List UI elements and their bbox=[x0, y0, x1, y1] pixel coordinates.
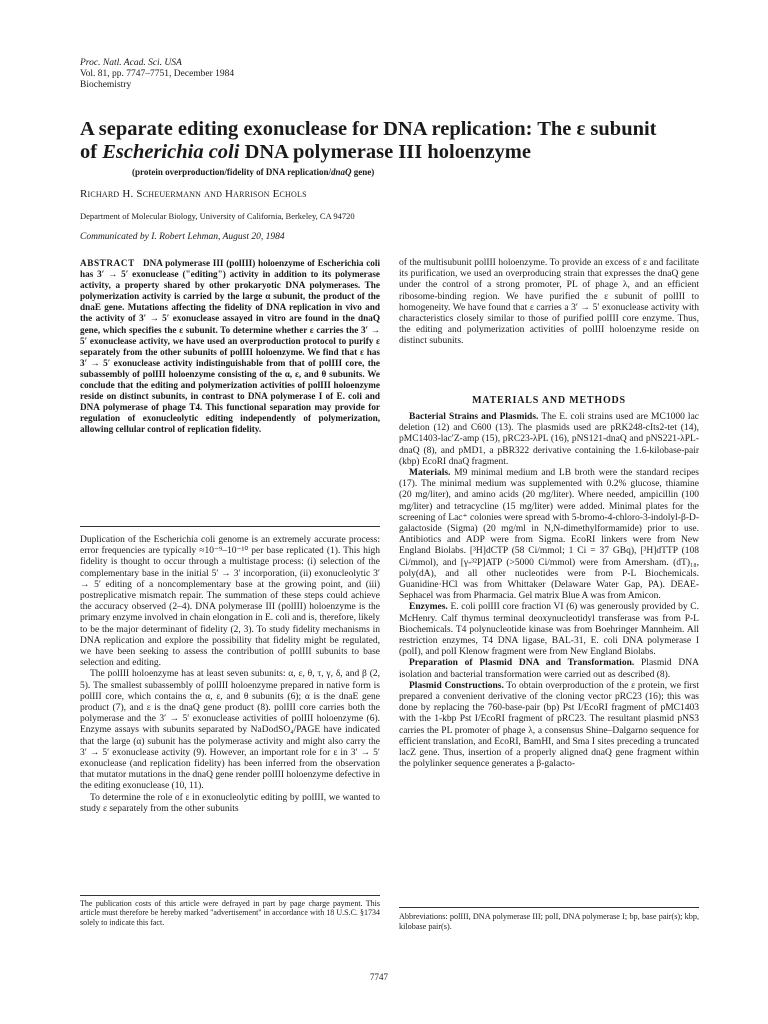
methods-paragraph-constructions bbox=[399, 681, 699, 771]
right-column-intro: of the multisubunit polIII holoenzyme. To provide an excess of ε and facilitate its purification, we used an overproducing strain that expresses the dnaQ gene under the control of a strong promoter, PL of phage λ, and an efficient ribosome-binding region. We have purified the ε subunit of polIII to homogeneity. We have found that ε carries a 3′ → 5′ exonuclease activity with characteristics closely similar to those of purified polIII core enzyme. Thus, the editing and polymerization activities of polIII holoenzyme reside on distinct subunits. bbox=[399, 258, 699, 347]
abstract-text: DNA polymerase III (polIII) holoenzyme of Escherichia coli has 3′ → 5′ exonuclease ("editing") activity in addition to its polymerase activity, a property shared by other prokaryotic DNA polymerases. The polymerization activity is carried by the large α subunit, the product of the dnaE gene. Mutations affecting the fidelity of DNA replication in vivo and the activity of 3′ → 5′ exonuclease assayed in vitro are found in the dnaQ gene, which specifies the ε subunit. To determine whether ε carries the 3′ → 5′ exonuclease activity, we have used an overproduction protocol to purify ε separately from the other subunits of polIII holoenzyme. We find that ε has 3′ → 5′ exonuclease activity indistinguishable from that of polIII core, the subassembly of polIII holoenzyme consisting of the α, ε, and θ subunits. We conclude that the editing and polymerization activities of polIII holoenzyme reside on distinct subunits, in contrast to DNA polymerase I of E. coli and DNA polymerase of phage T4. This functional separation may provide for regulation of exonucleolytic editing independently of polymerization, allowing cellular control of replication fidelity. bbox=[80, 258, 381, 435]
keywords-suffix: gene) bbox=[351, 167, 375, 177]
paper-title bbox=[80, 118, 700, 164]
methods-paragraph-strains bbox=[399, 412, 699, 468]
keywords-prefix: (protein overproduction/fidelity of DNA replication/ bbox=[132, 167, 331, 177]
abbreviations-footnote: Abbreviations: polIII, DNA polymerase III; polI, DNA polymerase I; bp, base pair(s); kbp, kilobase pair(s). bbox=[399, 912, 699, 931]
abstract bbox=[80, 258, 380, 436]
title-line-2-suffix: DNA polymerase III holoenzyme bbox=[239, 141, 531, 163]
author-affiliation: Department of Molecular Biology, University of California, Berkeley, CA 94720 bbox=[80, 211, 355, 221]
journal-section: Biochemistry bbox=[80, 80, 132, 90]
communicated-by: Communicated by I. Robert Lehman, August 20, 1984 bbox=[80, 232, 285, 242]
methods-strains-text: The E. coli strains used are MC1000 lac deletion (12) and C600 (13). The plasmids used are pRK248-cIts2-tet (14), pMC1403-lac′Z-amp (15), pRC23-λPL (16), pNS121-dnaQ and pNS221-λPL-dnaQ (8), and pMD1, a pBR322 derivative containing the 1.6-kilobase-pair (kbp) EcoRI dnaQ fragment. bbox=[399, 412, 699, 467]
methods-constructions-text: To obtain overproduction of the ε protein, we first prepared a convenient derivative of the cloning vector pRC23 (16); this was done by replacing the 760-base-pair (bp) Pst I/EcoRI fragment of pMC1403 with the 1-kbp Pst I/EcoRI fragment of pRC23. The resultant plasmid pNS3 carries the PL promoter of phage λ, a consensus Shine–Dalgarno sequence for efficient translation, and EcoRI, BamHI, and Sma I sites preceding a truncated lacZ gene. Thus, insertion of a properly aligned dnaQ gene fragment within the polylinker sequence generates a β-galacto- bbox=[399, 680, 699, 770]
methods-materials-text: M9 minimal medium and LB broth were the standard recipes (17). The minimal medium was supplemented with 0.2% glucose, thiamine (20 mg/liter), and amino acids (20 mg/liter). Where needed, ampicillin (100 mg/liter) and tetracycline (15 mg/liter) were added. Minimal plates for the screening of Lac⁺ colonies were spread with 5-bromo-4-chloro-3-indolyl-β-D-galactoside (Sigma) (20 mg/ml in N,N-dimethylformamide) prior to use. Antibiotics and ADP were from Sigma. EcoRI linkers were from New England Biolabs. [³H]dCTP (58 Ci/mmol; 1 Ci = 37 GBq), [³H]dTTP (108 Ci/mmol), and [γ-³²P]ATP (>5000 Ci/mmol) were from Amersham. (dT)₁₈, poly(dA), and all other nucleotides were from P-L Biochemicals. Guanidine·HCl was from Whittaker (Delaware Water Gap, PA). DEAE-Sephacel was from Pharmacia. Gel matrix Blue A was from Amicon. bbox=[399, 468, 699, 602]
methods-paragraph-plasmid-prep bbox=[399, 658, 699, 680]
methods-heading: MATERIALS AND METHODS bbox=[472, 395, 626, 406]
methods-paragraph-materials bbox=[399, 468, 699, 602]
intro-paragraph-3: To determine the role of ε in exonucleolytic editing by polIII, we wanted to study ε separately from the other subunits bbox=[80, 792, 380, 814]
footnote-divider bbox=[80, 895, 380, 896]
methods-strains-head: Bacterial Strains and Plasmids. bbox=[409, 412, 539, 422]
methods-enzymes-text: E. coli polIII core fraction VI (6) was generously provided by C. McHenry. Calf thymus terminal deoxynucleotidyl transferase was from P-L Biochemicals. T4 polynucleotide kinase was from Boehringer Mannheim. All restriction enzymes, T4 DNA ligase, BAL-31, E. coli DNA polymerase I (polI), and polI Klenow fragment were from New England Biolabs. bbox=[399, 602, 699, 658]
journal-volume: Vol. 81, pp. 7747–7751, December 1984 bbox=[80, 69, 235, 79]
paper-authors: Richard H. Scheuermann and Harrison Echols bbox=[80, 188, 307, 200]
intro-paragraph-2: The polIII holoenzyme has at least seven subunits: α, ε, θ, τ, γ, δ, and β (2, 5). The smallest subassembly of polIII holoenzyme prepared in native form is polIII core, which contains the α, ε, and θ subunits (6); α is the dnaE gene product (7), and ε is the dnaQ gene product (8). polIII core carries both the polymerase and the 3′ → 5′ exonuclease activities of polIII holoenzyme (6). Enzyme assays with subunits separated by NaDodSO₄/PAGE have indicated that the large (α) subunit has the polymerase activity and might also carry the 3′ → 5′ exonuclease activity (9). However, an important role for ε in 3′ → 5′ exonuclease (and replication fidelity) has been inferred from the observation that mutator mutations in the dnaQ gene render polIII holoenzyme defective in the editing exonuclease (10, 11). bbox=[80, 669, 380, 792]
abstract-divider bbox=[80, 526, 380, 527]
title-line-2-italic: Escherichia coli bbox=[102, 141, 240, 163]
title-line-2 bbox=[80, 141, 700, 164]
abstract-label: ABSTRACT bbox=[80, 258, 135, 268]
methods-plasmid-prep-head: Preparation of Plasmid DNA and Transformation. bbox=[409, 658, 635, 669]
journal-header bbox=[80, 58, 234, 91]
publication-footnote: The publication costs of this article were defrayed in part by page charge payment. This article must therefore be hereby marked "advertisement" in accordance with 18 U.S.C. §1734 solely to indicate this fact. bbox=[80, 899, 380, 927]
methods-section bbox=[399, 412, 699, 771]
page-number: 7747 bbox=[370, 972, 388, 982]
title-line-1: A separate editing exonuclease for DNA replication: The ε subunit bbox=[80, 118, 657, 140]
title-line-2-prefix: of bbox=[80, 141, 103, 163]
keywords-italic: dnaQ bbox=[331, 167, 352, 177]
journal-name: Proc. Natl. Acad. Sci. USA bbox=[80, 58, 182, 68]
methods-plasmid-prep-text: Plasmid DNA isolation and bacterial transformation were carried out as described (8). bbox=[399, 658, 699, 680]
methods-constructions-head: Plasmid Constructions. bbox=[409, 680, 504, 691]
methods-paragraph-enzymes bbox=[399, 602, 699, 658]
methods-materials-head: Materials. bbox=[409, 468, 451, 479]
intro-paragraph-1: Duplication of the Escherichia coli genome is an extremely accurate process: error frequencies are typically ≈10⁻⁹–10⁻¹⁰ per base replicated (1). This high fidelity is thought to occur through a multistage process: (i) selection of the complementary base in the initial 5′ → 3′ incorporation, (ii) exonucleolytic 3′ → 5′ editing of a noncomplementary base at the growing point, and (iii) postreplicative mismatch repair. The summation of these steps could achieve the accuracy observed (2–4). DNA polymerase III (polIII) holoenzyme is the primary enzyme involved in chain elongation in E. coli and is, therefore, likely to be the major determinant of fidelity (2, 3). To study fidelity mechanisms in DNA replication and explore the possibility that fidelity might be regulated, we have been seeking to assess the contribution of polIII subunits to base selection and editing. bbox=[80, 535, 380, 669]
methods-enzymes-head: Enzymes. bbox=[409, 602, 448, 613]
introduction bbox=[80, 535, 380, 815]
paper-keywords bbox=[132, 167, 374, 177]
abbreviations-divider bbox=[399, 907, 699, 908]
